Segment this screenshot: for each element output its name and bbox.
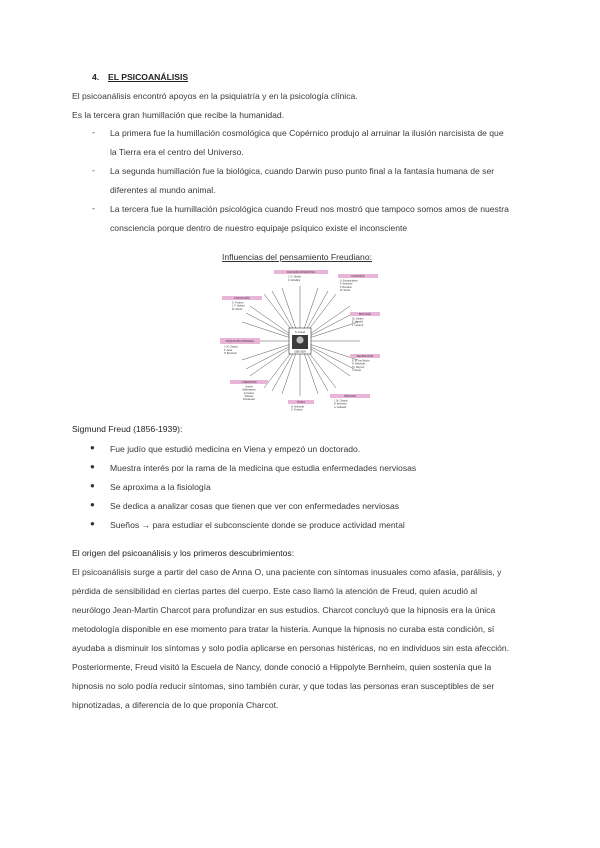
influence-box-top-right-item: F. Nietzsche (340, 283, 353, 286)
humiliation-1-line-2: la Tierra era el centro del Universo. (110, 147, 244, 157)
influence-box-right-upper-item: E. Haeckel (352, 321, 364, 324)
influence-box-left-upper-item: J. F. Herbart (232, 305, 245, 308)
freud-portrait-head (296, 336, 303, 343)
freud-heading: Sigmund Freud (1856-1939): (72, 424, 183, 434)
influence-box-left-upper-item: G. Fechner (232, 302, 244, 305)
section-number: 4. (92, 72, 100, 82)
influence-box-top-right (338, 274, 378, 292)
influence-box-bottom-left-item: Dostoievski (243, 399, 255, 402)
influence-box-bottom-right (330, 394, 370, 409)
freud-bullet-2: Muestra interés por la rama de la medicina que estudia enfermedades nerviosas (110, 463, 417, 473)
freud-portrait-name: S. Freud (295, 331, 305, 334)
influence-box-bottom-item: H. Helmholtz (291, 406, 305, 409)
influence-box-left-upper-item: W. Wundt (232, 308, 242, 311)
influence-box-bottom-right-head: HIPNOSIS (344, 395, 356, 399)
influence-box-right-lower-item: J. Breuer (352, 370, 362, 372)
influence-box-bottom-left-head: LITERATURA (241, 381, 257, 385)
influence-box-top-right-item: F. Brentano (340, 286, 352, 289)
origin-line-3: neurólogo Jean-Martin Charcot para profundizar en sus estudios. Charcot concluyó que la hipnosis era la única (72, 605, 496, 615)
influence-box-left-lower (220, 338, 260, 355)
humiliation-2-line-1: La segunda humillación fue la biológica, cuando Darwin puso punto final a la fantasía humana de ser (110, 166, 495, 176)
influence-box-right-lower (350, 354, 380, 372)
influence-box-bottom-right-item: J. M. Charcot (334, 400, 348, 403)
freud-bullet-3: Se aproxima a la fisiología (110, 482, 211, 492)
origin-line-5: ayudaba a disminuir los síntomas y solo podía aplicarse en personas histéricas, no en individuos sin esta afección. (72, 643, 510, 653)
influence-box-right-upper-item: Ch. Darwin (352, 318, 364, 321)
freud-bullet-1: Fue judío que estudió medicina en Viena y empezó un doctorado. (110, 444, 361, 454)
influence-box-left-upper (222, 296, 262, 311)
origin-heading: El origen del psicoanálisis y los primeros descubrimientos: (72, 548, 295, 558)
intro-line-2: Es la tercera gran humillación que recibe la humanidad. (72, 110, 285, 120)
section-title: EL PSICOANÁLISIS (108, 72, 189, 82)
origin-line-1: El psicoanálisis surge a partir del caso de Anna O, una paciente con síntomas inusuales como afasia, parálisis, y (72, 567, 502, 577)
influence-box-left-lower-head: PSIQUIATRÍA FRANCESA (225, 340, 255, 343)
influence-box-top-item: J. G. Herder (288, 275, 302, 279)
influence-box-bottom-right-item: A. Liébeault (334, 406, 347, 409)
freud-portrait-caption: 1856-1939 (294, 350, 306, 354)
influence-box-bottom-left-item: Goethe (245, 386, 253, 389)
influence-box-right-upper (350, 312, 380, 327)
figure-title: Influencias del pensamiento Freudiano: (222, 252, 373, 262)
influence-box-bottom-head: FÍSICA (296, 401, 306, 405)
origin-line-4: metodología disponible en ese momento para tratar la histeria. Aunque la hipnosis no curaba esta condición, sí (72, 624, 495, 634)
freud-bullet-4: Se dedica a analizar cosas que tienen que ver con enfermedades nerviosas (110, 501, 400, 511)
humiliation-3-line-2: consciencia porque dentro de nuestro equipaje psíquico existe el inconsciente (110, 223, 408, 233)
influence-box-bottom-left (230, 380, 268, 401)
freud-bullet-5: Sueños → para estudiar el subconsciente donde se produce actividad mental (110, 520, 405, 530)
influence-box-right-upper-item: J. Lamarck (352, 324, 364, 327)
origin-line-8: hipnotizadas, a diferencia de lo que proponía Charcot. (72, 700, 279, 710)
influence-box-left-lower-item: H. Bernheim (224, 353, 237, 355)
influence-box-top-right-head: FILOSOFÍA (351, 275, 365, 279)
dash-marker: - (92, 203, 95, 213)
influence-box-left-upper-head: PSICOLOGÍA (234, 297, 250, 301)
bullet-dot: ● (90, 481, 95, 490)
influence-box-bottom (288, 400, 314, 412)
dash-marker: - (92, 165, 95, 175)
influence-box-right-lower-item: E. W. von Brücke (352, 360, 370, 363)
influence-box-bottom-item: G. Fechner (291, 409, 303, 412)
influence-box-right-lower-head: NEUROLOGÍA (356, 355, 374, 359)
influence-box-bottom-left-item: Cervantes (243, 392, 255, 395)
influence-box-top-head: FILOSOFÍA ROMÁNTICA (286, 271, 316, 275)
humiliation-2-line-2: diferentes al mundo animal. (110, 185, 216, 195)
origin-line-6: Posteriormente, Freud visitó la Escuela de Nancy, donde conoció a Hippolyte Bernheim, quien sostenía que la (72, 662, 492, 672)
intro-line-1: El psicoanálisis encontró apoyos en la psiquiatría y en la psicología clínica. (72, 91, 358, 101)
dash-marker: - (92, 127, 95, 137)
influence-box-left-lower-item: P. Janet (224, 349, 233, 352)
origin-line-7: hipnosis no solo podía reducir síntomas, sino también curar, y que todas las personas eran susceptibles de ser (72, 681, 495, 691)
bullet-dot: ● (90, 500, 95, 509)
bullet-dot: ● (90, 443, 95, 452)
influence-box-right-lower-item: H. Helmholtz (352, 363, 366, 366)
influence-box-left-lower-item: J. M. Charcot (224, 346, 238, 349)
freud-influences-diagram (218, 266, 382, 416)
humiliation-1-line-1: La primera fue la humillación cosmológica que Copérnico produjo al arruinar la ilusión narcisista de que (110, 128, 504, 138)
bullet-dot: ● (90, 519, 95, 528)
influence-box-right-upper-head: BIOLOGÍA (359, 313, 371, 317)
humiliation-3-line-1: La tercera fue la humillación psicológica cuando Freud nos mostró que tampoco somos amos de nuestra (110, 204, 509, 214)
influence-box-bottom-left-item: Shakespeare (242, 389, 256, 392)
influence-box-top (274, 270, 328, 282)
influence-box-bottom-right-item: H. Bernheim (334, 403, 347, 406)
influence-box-top-right-item: W. Wundt (340, 290, 350, 292)
influence-box-top-item: F. Schelling (288, 279, 301, 282)
bullet-dot: ● (90, 462, 95, 471)
section-heading (92, 72, 188, 82)
origin-line-2: pérdida de sensibilidad en ciertas partes del cuerpo. Este caso llamó la atención de Freud, quien acudió al (72, 586, 478, 596)
influence-box-right-lower-item: Th. Meynert (352, 366, 365, 369)
influence-box-top-right-item: A. Schopenhauer (340, 280, 358, 283)
influence-box-bottom-left-item: Sófocles (244, 396, 254, 398)
